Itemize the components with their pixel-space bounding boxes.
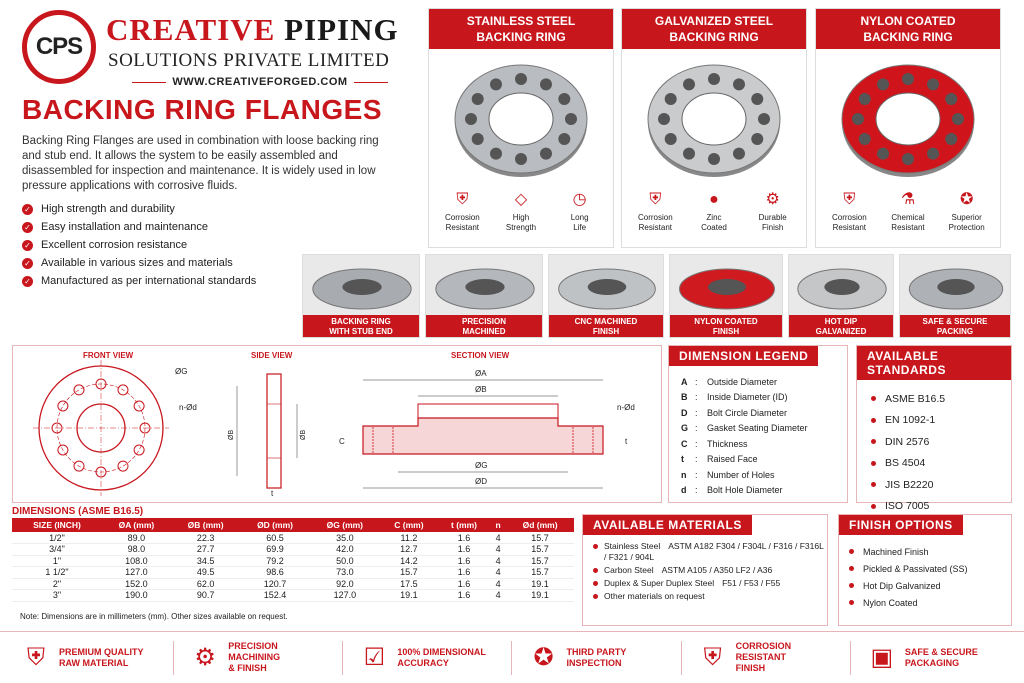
legend-value: Bolt Circle Diameter	[707, 407, 788, 418]
material-value: F51 / F53 / F55	[722, 578, 781, 588]
thumbnail-caption: BACKING RING WITH STUB END	[303, 315, 419, 338]
product-title: NYLON COATED BACKING RING	[816, 9, 1000, 49]
legend-key: G	[681, 423, 689, 434]
table-cell: 19.1	[506, 578, 574, 590]
product-features	[816, 189, 1000, 233]
table-cell: 98.6	[240, 567, 309, 579]
bullet-icon	[593, 594, 598, 599]
material-name: Duplex & Super Duplex Steel	[604, 578, 715, 588]
product-card	[428, 8, 614, 248]
diamond-icon: ◇	[514, 191, 528, 208]
product-feature-label: Long Life	[570, 213, 589, 232]
table-cell: 1.6	[438, 555, 490, 567]
table-row	[12, 567, 574, 579]
bottom-feature-label: PREMIUM QUALITY RAW MATERIAL	[59, 646, 144, 668]
table-cell: 15.7	[506, 555, 574, 567]
section-g-label: ØG	[475, 461, 488, 470]
product-feature-label: Zinc Coated	[701, 213, 727, 232]
bottom-feature-label: THIRD PARTY INSPECTION	[566, 646, 627, 668]
legend-separator: :	[695, 438, 698, 449]
product-feature	[493, 189, 549, 233]
table-cell: 127.0	[102, 567, 171, 579]
table-cell: 108.0	[102, 555, 171, 567]
table-cell: 49.5	[171, 567, 240, 579]
bottom-feature-label: 100% DIMENSIONAL ACCURACY	[397, 646, 486, 668]
thumbnail-caption: PRECISION MACHINED	[426, 315, 542, 338]
flange-illustration	[644, 57, 784, 181]
table-cell: 1.6	[438, 544, 490, 556]
table-cell: 14.2	[380, 555, 438, 567]
table-cell: 1.6	[438, 532, 490, 544]
package-icon: ▣	[870, 644, 894, 671]
divider	[173, 641, 174, 675]
thumbnail-image	[426, 255, 542, 315]
table-cell: 190.0	[102, 590, 171, 602]
shield-check-icon: ⛨	[456, 191, 469, 208]
website-link[interactable]: WWW.CREATIVEFORGED.COM	[110, 76, 410, 88]
legend-row	[681, 467, 847, 483]
legend-separator: :	[695, 485, 698, 496]
table-cell: 73.0	[310, 567, 380, 579]
table-cell: 1.6	[438, 567, 490, 579]
product-feature	[686, 189, 742, 233]
product-feature	[821, 189, 877, 233]
product-card	[815, 8, 1001, 248]
product-title: GALVANIZED STEEL BACKING RING	[622, 9, 806, 49]
standard-item	[871, 410, 1011, 432]
company-name	[106, 12, 399, 48]
table-cell: 15.7	[506, 567, 574, 579]
material-value: ASTM A105 / A350 LF2 / A36	[661, 565, 773, 575]
product-feature-label: Corrosion Resistant	[637, 213, 673, 232]
table-cell: 4	[490, 544, 506, 556]
table-cell: 1/2"	[12, 532, 102, 544]
finish-item	[849, 560, 1011, 577]
thumbnail-card	[425, 254, 543, 338]
bottom-feature	[527, 638, 667, 678]
table-cell: 4	[490, 578, 506, 590]
product-feature	[745, 189, 801, 233]
bottom-feature	[357, 638, 497, 678]
clock-icon: ◷	[572, 191, 587, 208]
product-feature	[552, 189, 608, 233]
legend-row	[681, 421, 847, 437]
section-c-label: C	[339, 437, 345, 446]
bullet-icon	[871, 482, 876, 487]
bullet-icon	[849, 549, 854, 554]
product-card	[621, 8, 807, 248]
thumbnail-image	[303, 255, 419, 315]
table-header-cell: t (mm)	[438, 518, 490, 532]
shield-check-icon: ⛨	[649, 191, 662, 208]
bottom-feature	[188, 638, 328, 678]
table-cell: 11.2	[380, 532, 438, 544]
feature-text: Manufactured as per international standards	[41, 275, 257, 287]
side-view	[228, 374, 307, 498]
finish-text: Machined Finish	[863, 546, 929, 557]
table-header-cell: ØD (mm)	[240, 518, 309, 532]
material-name: Stainless Steel	[604, 541, 661, 551]
table-row	[12, 544, 574, 556]
intro-paragraph: Backing Ring Flanges are used in combination with loose backing ring and stub end. It allows the system to be easily assembled and disassembled for inspection and maintenance. It is widely used in low pressure applications with corrosive fluids.	[22, 135, 379, 192]
legend-separator: :	[695, 392, 698, 403]
finish-title: FINISH OPTIONS	[839, 515, 963, 535]
table-cell: 4	[490, 555, 506, 567]
section-t-label: t	[625, 437, 628, 446]
table-cell: 1 1/2"	[12, 567, 102, 579]
standard-text: BS 4504	[885, 457, 926, 470]
dimension-legend	[668, 345, 848, 503]
front-view-label: FRONT VIEW	[83, 351, 134, 360]
bullet-icon	[871, 461, 876, 466]
thumbnail-image	[789, 255, 893, 315]
table-cell: 50.0	[310, 555, 380, 567]
table-header-cell: C (mm)	[380, 518, 438, 532]
standard-text: ASME B16.5	[885, 392, 946, 405]
product-title: STAINLESS STEEL BACKING RING	[429, 9, 613, 49]
front-view	[33, 360, 197, 496]
material-item	[593, 591, 827, 602]
dimensions-table	[12, 518, 574, 602]
check-icon: ✓	[22, 222, 33, 233]
thumbnail-caption: SAFE & SECURE PACKING	[900, 315, 1010, 338]
table-row	[12, 555, 574, 567]
legend-row	[681, 436, 847, 452]
table-cell: 42.0	[310, 544, 380, 556]
shield-check-icon: ⛨	[27, 643, 46, 671]
finish-options	[838, 514, 1012, 626]
legend-value: Outside Diameter	[707, 376, 778, 387]
front-nd-label: n-Ød	[179, 403, 197, 412]
product-image	[429, 49, 613, 189]
feature-text: Easy installation and maintenance	[41, 221, 208, 233]
gear-icon: ⚙	[765, 191, 780, 208]
table-cell: 4	[490, 590, 506, 602]
thumbnail-card	[899, 254, 1011, 338]
table-cell: 17.5	[380, 578, 438, 590]
table-cell: 90.7	[171, 590, 240, 602]
product-feature-label: Corrosion Resistant	[444, 213, 480, 232]
bottom-feature	[696, 638, 836, 678]
table-header-cell: ØG (mm)	[310, 518, 380, 532]
table-cell: 1.6	[438, 578, 490, 590]
legend-value: Gasket Seating Diameter	[707, 423, 808, 434]
thumbnail-caption: NYLON COATED FINISH	[670, 315, 782, 338]
bullet-icon	[849, 566, 854, 571]
table-cell: 3"	[12, 590, 102, 602]
table-row	[12, 590, 574, 602]
available-materials	[582, 514, 828, 626]
company-name-part2: PIPING	[275, 12, 399, 47]
divider	[850, 641, 851, 675]
table-cell: 4	[490, 532, 506, 544]
table-cell: 2"	[12, 578, 102, 590]
table-cell: 120.7	[240, 578, 309, 590]
standard-text: ISO 7005	[885, 500, 930, 513]
legend-value: Number of Holes	[707, 469, 775, 480]
section-nd-label: n-Ød	[617, 403, 635, 412]
legend-row	[681, 452, 847, 468]
legend-separator: :	[695, 469, 698, 480]
product-feature	[627, 189, 683, 233]
legend-key: d	[681, 485, 687, 496]
product-image	[622, 49, 806, 189]
table-cell: 35.0	[310, 532, 380, 544]
table-cell: 127.0	[310, 590, 380, 602]
side-t-label: t	[271, 489, 274, 498]
table-cell: 22.3	[171, 532, 240, 544]
table-cell: 15.7	[506, 544, 574, 556]
bottom-feature-label: PRECISION MACHINING & FINISH	[228, 641, 281, 673]
table-cell: 152.4	[240, 590, 309, 602]
section-view-label: SECTION VIEW	[451, 351, 510, 360]
legend-value: Thickness	[707, 438, 748, 449]
drop-icon: ●	[709, 191, 719, 208]
product-feature-label: High Strength	[505, 213, 537, 232]
feature-item	[22, 236, 382, 254]
dimensions-note: Note: Dimensions are in millimeters (mm). Other sizes available on request.	[20, 612, 288, 621]
standard-text: DIN 2576	[885, 435, 930, 448]
finish-item	[849, 543, 1011, 560]
side-view-label: SIDE VIEW	[251, 351, 293, 360]
product-feature-label: Corrosion Resistant	[831, 213, 867, 232]
thumbnail-caption: HOT DIP GALVANIZED	[789, 315, 893, 338]
material-name: Other materials on request	[604, 591, 705, 601]
legend-separator: :	[695, 423, 698, 434]
table-cell: 1"	[12, 555, 102, 567]
table-cell: 1.6	[438, 590, 490, 602]
bullet-icon	[593, 544, 598, 549]
bullet-icon	[871, 396, 876, 401]
legend-key: D	[681, 407, 688, 418]
divider	[342, 641, 343, 675]
logo-text: CPS	[35, 33, 83, 60]
standards-title: AVAILABLE STANDARDS	[857, 346, 1011, 380]
thumbnail-image	[900, 255, 1010, 315]
material-name: Carbon Steel	[604, 565, 654, 575]
badge-check-icon: ✪	[959, 191, 974, 208]
material-item	[593, 565, 827, 576]
flask-icon: ⚗	[900, 191, 916, 208]
flange-illustration	[451, 57, 591, 181]
finish-text: Hot Dip Galvanized	[863, 580, 941, 591]
product-image	[816, 49, 1000, 189]
section-d-label: ØD	[475, 477, 487, 486]
table-header-cell: n	[490, 518, 506, 532]
check-icon: ✓	[22, 204, 33, 215]
material-item	[593, 541, 827, 563]
bottom-feature	[19, 638, 159, 678]
gear-icon: ⚙	[194, 644, 216, 671]
table-cell: 4	[490, 567, 506, 579]
material-text	[604, 578, 780, 589]
dimensions-title: DIMENSIONS (ASME B16.5)	[12, 506, 144, 517]
bullet-icon	[593, 568, 598, 573]
legend-separator: :	[695, 376, 698, 387]
product-feature	[939, 189, 995, 233]
material-text	[604, 591, 713, 602]
available-standards	[856, 345, 1012, 513]
bottom-feature-label: SAFE & SECURE PACKAGING	[904, 646, 978, 668]
legend-key: t	[681, 454, 684, 465]
company-logo	[22, 10, 96, 84]
thumbnail-image	[549, 255, 663, 315]
side-b2-label: ØB	[300, 429, 307, 440]
table-cell: 19.1	[380, 590, 438, 602]
bottom-features-bar	[0, 631, 1024, 683]
materials-title: AVAILABLE MATERIALS	[583, 515, 752, 535]
bullet-icon	[849, 600, 854, 605]
thumbnail-image	[670, 255, 782, 315]
material-text	[604, 565, 772, 576]
table-row	[12, 578, 574, 590]
material-value: ASTM A182 F304 / F304L / F316 / F316L / F321 / 904L	[604, 541, 824, 562]
legend-separator: :	[695, 407, 698, 418]
drawing-svg	[13, 346, 663, 504]
section-b-label: ØB	[475, 385, 487, 394]
finish-text: Nylon Coated	[863, 597, 918, 608]
check-icon: ✓	[22, 258, 33, 269]
technical-drawing	[12, 345, 662, 503]
product-feature	[434, 189, 490, 233]
flange-illustration	[838, 57, 978, 181]
bullet-icon	[871, 439, 876, 444]
legend-row	[681, 405, 847, 421]
table-header-cell: ØB (mm)	[171, 518, 240, 532]
table-header-cell: Ød (mm)	[506, 518, 574, 532]
thumbnail-caption: CNC MACHINED FINISH	[549, 315, 663, 338]
legend-title: DIMENSION LEGEND	[669, 346, 818, 366]
table-cell: 62.0	[171, 578, 240, 590]
feature-text: Excellent corrosion resistance	[41, 239, 188, 251]
standard-item	[871, 388, 1011, 410]
feature-item	[22, 218, 382, 236]
divider	[511, 641, 512, 675]
bullet-icon	[593, 581, 598, 586]
legend-value: Inside Diameter (ID)	[707, 392, 788, 403]
standard-item	[871, 431, 1011, 453]
legend-row	[681, 483, 847, 499]
bullet-icon	[871, 504, 876, 509]
thumbnail-card	[669, 254, 783, 338]
material-text	[604, 541, 827, 563]
company-name-part1: CREATIVE	[106, 12, 276, 47]
standard-item	[871, 474, 1011, 496]
legend-key: B	[681, 392, 688, 403]
table-cell: 12.7	[380, 544, 438, 556]
table-cell: 89.0	[102, 532, 171, 544]
feature-text: Available in various sizes and materials	[41, 257, 233, 269]
table-header-cell: ØA (mm)	[102, 518, 171, 532]
table-cell: 69.9	[240, 544, 309, 556]
clipboard-check-icon: ☑	[363, 644, 386, 671]
section-view	[339, 369, 635, 488]
finish-text: Pickled & Passivated (SS)	[863, 563, 968, 574]
legend-key: A	[681, 376, 688, 387]
award-icon: ✪	[533, 644, 554, 671]
legend-row	[681, 374, 847, 390]
table-cell: 15.7	[380, 567, 438, 579]
product-feature-label: Chemical Resistant	[891, 213, 925, 232]
section-a-label: ØA	[475, 369, 487, 378]
standard-item	[871, 453, 1011, 475]
table-cell: 27.7	[171, 544, 240, 556]
product-features	[622, 189, 806, 233]
product-features	[429, 189, 613, 233]
legend-value: Raised Face	[707, 454, 758, 465]
thumbnail-card	[548, 254, 664, 338]
standard-text: EN 1092-1	[885, 414, 936, 427]
table-cell: 152.0	[102, 578, 171, 590]
product-feature-label: Superior Protection	[948, 213, 985, 232]
table-row	[12, 532, 574, 544]
table-header-cell: SIZE (INCH)	[12, 518, 102, 532]
bottom-feature	[865, 638, 1005, 678]
table-cell: 34.5	[171, 555, 240, 567]
divider	[681, 641, 682, 675]
table-cell: 60.5	[240, 532, 309, 544]
thumbnail-card	[302, 254, 420, 338]
side-b-label: ØB	[228, 429, 235, 440]
bullet-icon	[849, 583, 854, 588]
shield-check-icon: ⛨	[843, 191, 856, 208]
standard-text: JIS B2220	[885, 478, 934, 491]
company-subtitle: SOLUTIONS PRIVATE LIMITED	[108, 50, 390, 71]
table-cell: 19.1	[506, 590, 574, 602]
legend-key: n	[681, 469, 687, 480]
front-g-label: ØG	[175, 367, 188, 376]
legend-separator: :	[695, 454, 698, 465]
table-cell: 79.2	[240, 555, 309, 567]
page-title: BACKING RING FLANGES	[22, 94, 382, 125]
material-item	[593, 578, 827, 589]
bullet-icon	[871, 418, 876, 423]
finish-item	[849, 594, 1011, 611]
check-icon: ✓	[22, 240, 33, 251]
legend-row	[681, 390, 847, 406]
feature-item	[22, 200, 382, 218]
bottom-feature-label: CORROSION RESISTANT FINISH	[735, 641, 792, 673]
feature-text: High strength and durability	[41, 203, 175, 215]
thumbnail-card	[788, 254, 894, 338]
shield-check-icon: ⛨	[703, 643, 722, 671]
product-feature-label: Durable Finish	[758, 213, 787, 232]
legend-value: Bolt Hole Diameter	[707, 485, 783, 496]
product-feature	[880, 189, 936, 233]
check-icon: ✓	[22, 276, 33, 287]
table-cell: 92.0	[310, 578, 380, 590]
legend-key: C	[681, 438, 688, 449]
table-cell: 15.7	[506, 532, 574, 544]
finish-item	[849, 577, 1011, 594]
table-cell: 98.0	[102, 544, 171, 556]
table-cell: 3/4"	[12, 544, 102, 556]
